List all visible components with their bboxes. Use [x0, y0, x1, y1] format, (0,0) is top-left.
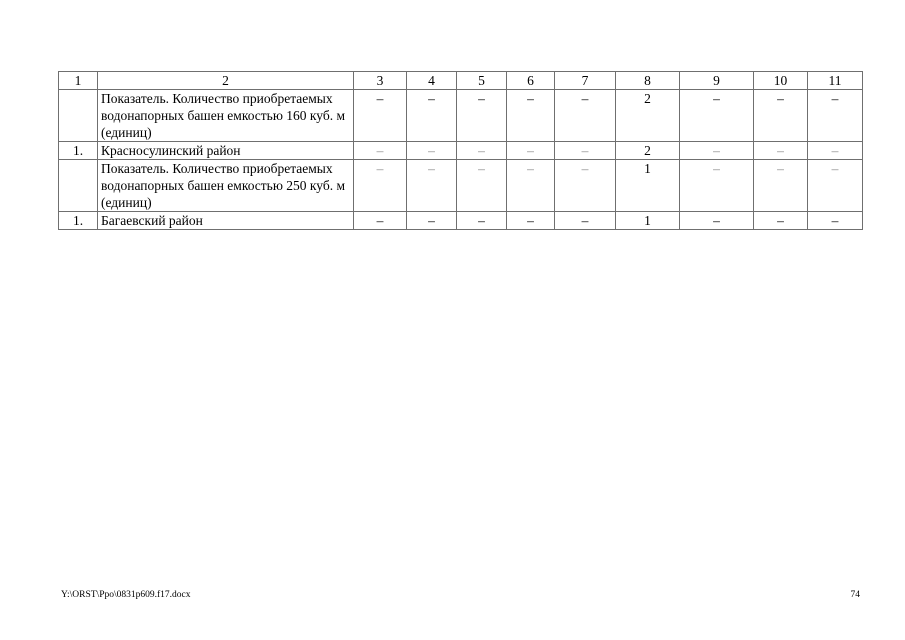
value-cell: – — [457, 90, 507, 142]
row-name: Красносулинский район — [98, 142, 354, 160]
value-cell: – — [808, 142, 863, 160]
row-name: Показатель. Количество приобретаемых водонапорных башен емкостью 160 куб. м (единиц) — [98, 90, 354, 142]
row-number — [59, 160, 98, 212]
value-cell: – — [354, 142, 407, 160]
value-cell: – — [680, 142, 754, 160]
header-cell: 3 — [354, 72, 407, 90]
value-cell: – — [457, 142, 507, 160]
value-cell: 2 — [616, 90, 680, 142]
header-cell: 10 — [754, 72, 808, 90]
row-number — [59, 90, 98, 142]
value-cell: – — [457, 160, 507, 212]
header-cell: 9 — [680, 72, 754, 90]
value-cell: – — [754, 160, 808, 212]
value-cell: – — [407, 142, 457, 160]
value-cell: – — [808, 90, 863, 142]
header-cell: 11 — [808, 72, 863, 90]
table-row — [59, 142, 863, 160]
value-cell: – — [507, 160, 555, 212]
header-cell: 5 — [457, 72, 507, 90]
row-number: 1. — [59, 142, 98, 160]
value-cell: – — [555, 142, 616, 160]
value-cell: – — [680, 90, 754, 142]
value-cell: – — [507, 212, 555, 230]
value-cell: – — [680, 160, 754, 212]
value-cell: – — [555, 212, 616, 230]
value-cell: – — [354, 160, 407, 212]
row-name: Показатель. Количество приобретаемых водонапорных башен емкостью 250 куб. м (единиц) — [98, 160, 354, 212]
table-row — [59, 90, 863, 142]
value-cell: 1 — [616, 160, 680, 212]
value-cell: – — [457, 212, 507, 230]
value-cell: – — [354, 90, 407, 142]
value-cell: – — [754, 90, 808, 142]
value-cell: – — [808, 212, 863, 230]
table-row — [59, 212, 863, 230]
header-cell: 7 — [555, 72, 616, 90]
value-cell: – — [754, 212, 808, 230]
table-row — [59, 160, 863, 212]
row-number: 1. — [59, 212, 98, 230]
value-cell: – — [354, 212, 407, 230]
value-cell: – — [754, 142, 808, 160]
page-number: 74 — [850, 590, 860, 600]
value-cell: – — [407, 90, 457, 142]
header-cell: 8 — [616, 72, 680, 90]
value-cell: – — [507, 90, 555, 142]
header-cell: 6 — [507, 72, 555, 90]
file-path-footer: Y:\ORST\Ppo\0831p609.f17.docx — [61, 590, 191, 600]
table-header-row — [59, 72, 863, 90]
header-cell: 1 — [59, 72, 98, 90]
header-cell: 2 — [98, 72, 354, 90]
data-table — [58, 71, 863, 230]
value-cell: 2 — [616, 142, 680, 160]
value-cell: – — [555, 90, 616, 142]
value-cell: 1 — [616, 212, 680, 230]
value-cell: – — [407, 212, 457, 230]
value-cell: – — [407, 160, 457, 212]
value-cell: – — [507, 142, 555, 160]
value-cell: – — [555, 160, 616, 212]
row-name: Багаевский район — [98, 212, 354, 230]
value-cell: – — [680, 212, 754, 230]
header-cell: 4 — [407, 72, 457, 90]
value-cell: – — [808, 160, 863, 212]
